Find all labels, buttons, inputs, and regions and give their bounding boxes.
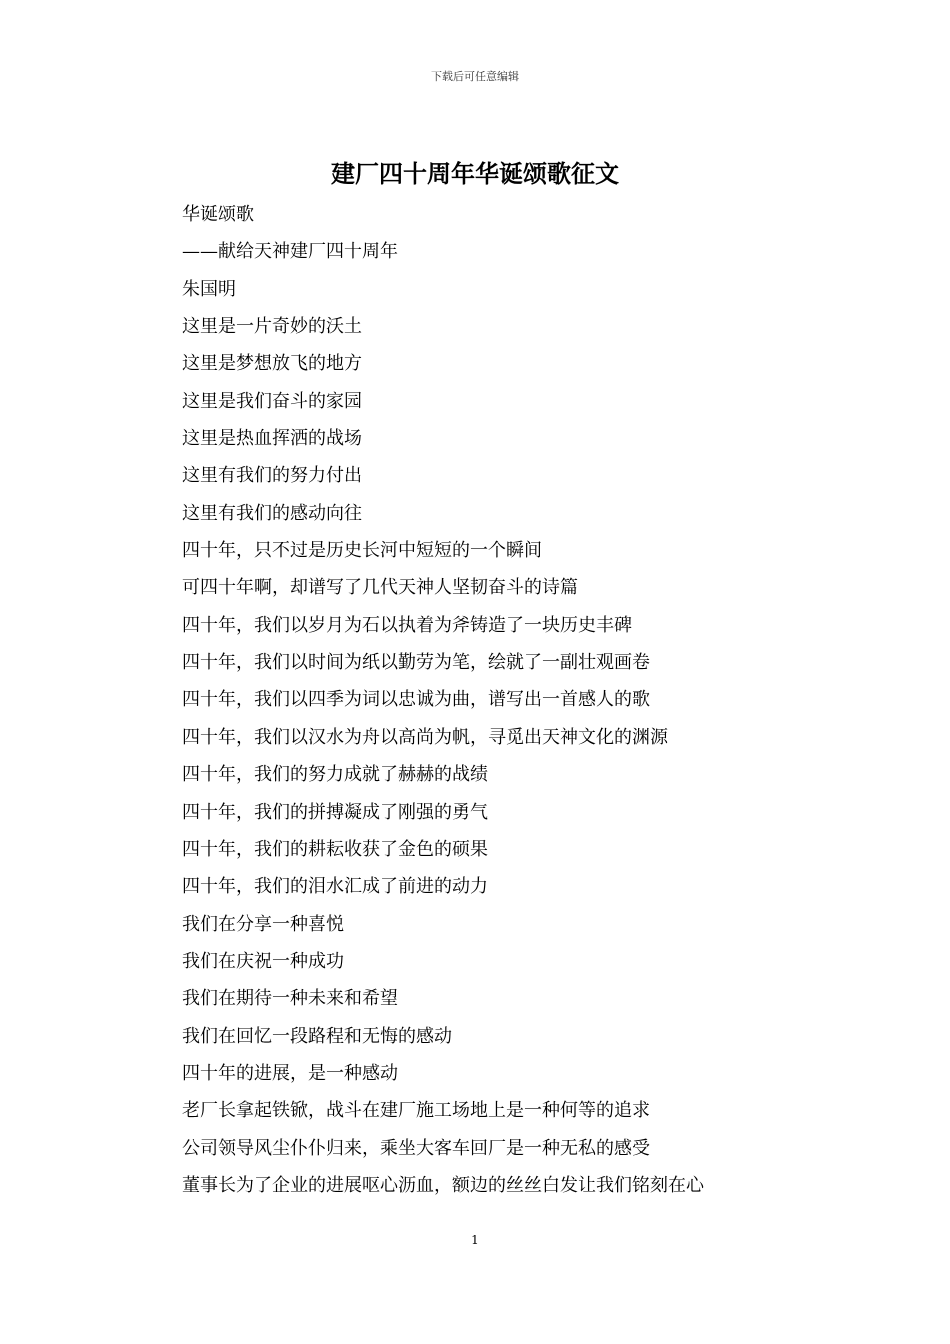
- body-line: 四十年，只不过是历史长河中短短的一个瞬间: [182, 540, 542, 562]
- body-line: 四十年，我们以时间为纸以勤劳为笔，绘就了一副壮观画卷: [182, 652, 650, 674]
- page-header-note: 下载后可任意编辑: [431, 70, 519, 83]
- body-line: ——献给天神建厂四十周年: [182, 241, 398, 263]
- body-line: 我们在庆祝一种成功: [182, 950, 344, 972]
- body-line: 四十年，我们的泪水汇成了前进的动力: [182, 876, 488, 898]
- body-line: 四十年，我们以汉水为舟以高尚为帆，寻觅出天神文化的渊源: [182, 726, 668, 748]
- body-line: 这里是热血挥洒的战场: [182, 428, 362, 450]
- body-line: 四十年，我们的拼搏凝成了刚强的勇气: [182, 801, 488, 823]
- body-line: 公司领导风尘仆仆归来，乘坐大客车回厂是一种无私的感受: [182, 1137, 650, 1159]
- body-line: 四十年，我们以四季为词以忠诚为曲，谱写出一首感人的歌: [182, 689, 650, 711]
- document-body: [182, 196, 882, 1204]
- document-title: 建厂四十周年华诞颂歌征文: [331, 159, 619, 188]
- body-line: 这里是我们奋斗的家园: [182, 390, 362, 412]
- body-line: 四十年，我们以岁月为石以执着为斧铸造了一块历史丰碑: [182, 614, 632, 636]
- body-line: 我们在回忆一段路程和无悔的感动: [182, 1025, 452, 1047]
- body-line: 四十年，我们的努力成就了赫赫的战绩: [182, 764, 488, 786]
- body-line: 四十年的进展，是一种感动: [182, 1062, 398, 1084]
- body-line: 我们在期待一种未来和希望: [182, 988, 398, 1010]
- body-line: 我们在分享一种喜悦: [182, 913, 344, 935]
- body-line: 四十年，我们的耕耘收获了金色的硕果: [182, 838, 488, 860]
- body-line: 董事长为了企业的进展呕心沥血，额边的丝丝白发让我们铭刻在心: [182, 1174, 704, 1196]
- page-number: 1: [471, 1233, 479, 1247]
- body-line: 朱国明: [182, 278, 236, 300]
- body-line: 可四十年啊，却谱写了几代天神人坚韧奋斗的诗篇: [182, 577, 578, 599]
- body-line: 这里有我们的感动向往: [182, 502, 362, 524]
- body-line: 这里是一片奇妙的沃土: [182, 316, 362, 338]
- body-line: 老厂长拿起铁锨，战斗在建厂施工场地上是一种何等的追求: [182, 1100, 650, 1122]
- body-line: 这里是梦想放飞的地方: [182, 353, 362, 375]
- body-line: 华诞颂歌: [182, 204, 254, 225]
- body-line: 这里有我们的努力付出: [182, 465, 362, 487]
